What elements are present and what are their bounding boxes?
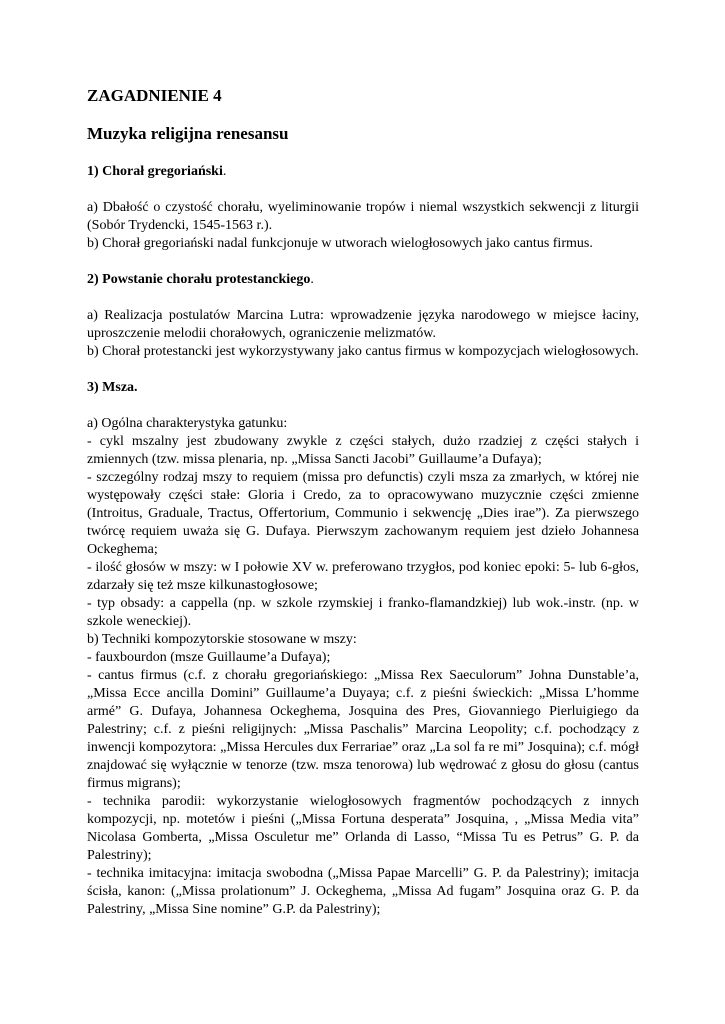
- document-title: ZAGADNIENIE 4: [87, 86, 222, 105]
- section-heading-suffix: .: [222, 164, 227, 179]
- list-item: - cykl mszalny jest zbudowany zwykle z części stałych, dużo rzadziej z części stałych i zmiennych (tzw. missa plenaria, np. „Missa Sancti Jacobi” Guillaume’a Dufaya);: [87, 434, 639, 467]
- paragraph: b) Chorał protestancki jest wykorzystywany jako cantus firmus w kompozycjach wielogłosowych.: [87, 344, 639, 359]
- list-item: - fauxbourdon (msze Guillaume’a Dufaya);: [87, 650, 331, 665]
- list-item: - ilość głosów w mszy: w I połowie XV w. preferowano trzygłos, pod koniec epoki: 5- lub 6-głos, zdarzały się też msze kilkunastogłosowe;: [87, 560, 639, 593]
- section-heading-text: 2) Powstanie chorału protestanckiego: [87, 272, 311, 287]
- document-subtitle: Muzyka religijna renesansu: [87, 124, 289, 143]
- paragraph: b) Chorał gregoriański nadal funkcjonuje w utworach wielogłosowych jako cantus firmus.: [87, 236, 593, 251]
- list-item: - technika imitacyjna: imitacja swobodna („Missa Papae Marcelli” G. P. da Palestriny); imitacja ścisła, kanon: („Missa prolationum” J. Ockeghema, „Missa Ad fugam” Josquina oraz G. P. da Palestriny, „Missa Sine nomine” G.P. da Palestriny);: [87, 866, 639, 917]
- list-item: - cantus firmus (c.f. z chorału gregoriańskiego: „Missa Rex Saeculorum” Johna Dunstable’a, „Missa Ecce ancilla Domini” Guillaume’a Duyaya; c.f. z pieśni świeckich: „Missa L’homme armé” G. Dufaya, Johannesa Ockeghema, Josquina des Pres, Giovanniego Pierluigiego da Palestriny; c.f. z pieśni religijnych: „Missa Paschalis” Marcina Leopolity; c.f. pochodzący z inwencji kompozytora: „Missa Hercules dux Ferrariae” oraz „La sol fa re mi” Josquina); c.f. mógł znajdować się wyłącznie w tenorze (tzw. msza tenorowa) lub wędrować z głosu do głosu (cantus firmus migrans);: [87, 668, 639, 791]
- paragraph: a) Realizacja postulatów Marcina Lutra: wprowadzenie języka narodowego w miejsce łaciny, uproszczenie melodii chorałowych, ograniczenie melizmatów.: [87, 308, 639, 341]
- list-item: - szczególny rodzaj mszy to requiem (missa pro defunctis) czyli msza za zmarłych, w której nie występowały części stałe: Gloria i Credo, za to opracowywano muzycznie części zmienne (Introitus, Graduale, Tractus, Offertorium, Communio i sekwencję „Dies irae”). Za pierwszego twórcę requiem uważa się G. Dufaya. Pierwszym zachowanym requiem jest dzieło Johannesa Ockeghema;: [87, 470, 639, 557]
- section-heading-suffix: .: [310, 272, 314, 287]
- list-item: - typ obsady: a cappella (np. w szkole rzymskiej i franko-flamandzkiej) lub wok.-instr. (np. w szkole weneckiej).: [87, 596, 639, 629]
- section-heading-1: [87, 163, 639, 181]
- section-heading-text: 1) Chorał gregoriański: [87, 164, 223, 179]
- paragraph: a) Dbałość o czystość chorału, wyeliminowanie tropów i niemal wszystkich sekwencji z liturgii (Sobór Trydencki, 1545-1563 r.).: [87, 200, 639, 233]
- paragraph: a) Ogólna charakterystyka gatunku:: [87, 416, 288, 431]
- document-page: [87, 85, 639, 919]
- paragraph: b) Techniki kompozytorskie stosowane w mszy:: [87, 632, 357, 647]
- section-heading-3: [87, 379, 639, 397]
- list-item: - technika parodii: wykorzystanie wielogłosowych fragmentów pochodzących z innych kompozycji, np. motetów i pieśni („Missa Fortuna desperata” Josquina, , „Missa Media vita” Nicolasa Gomberta, „Missa Osculetur me” Orlanda di Lasso, “Missa Tu es Petrus” G. P. da Palestriny);: [87, 794, 639, 863]
- section-heading-2: [87, 271, 639, 289]
- section-heading-text: 3) Msza.: [87, 380, 138, 395]
